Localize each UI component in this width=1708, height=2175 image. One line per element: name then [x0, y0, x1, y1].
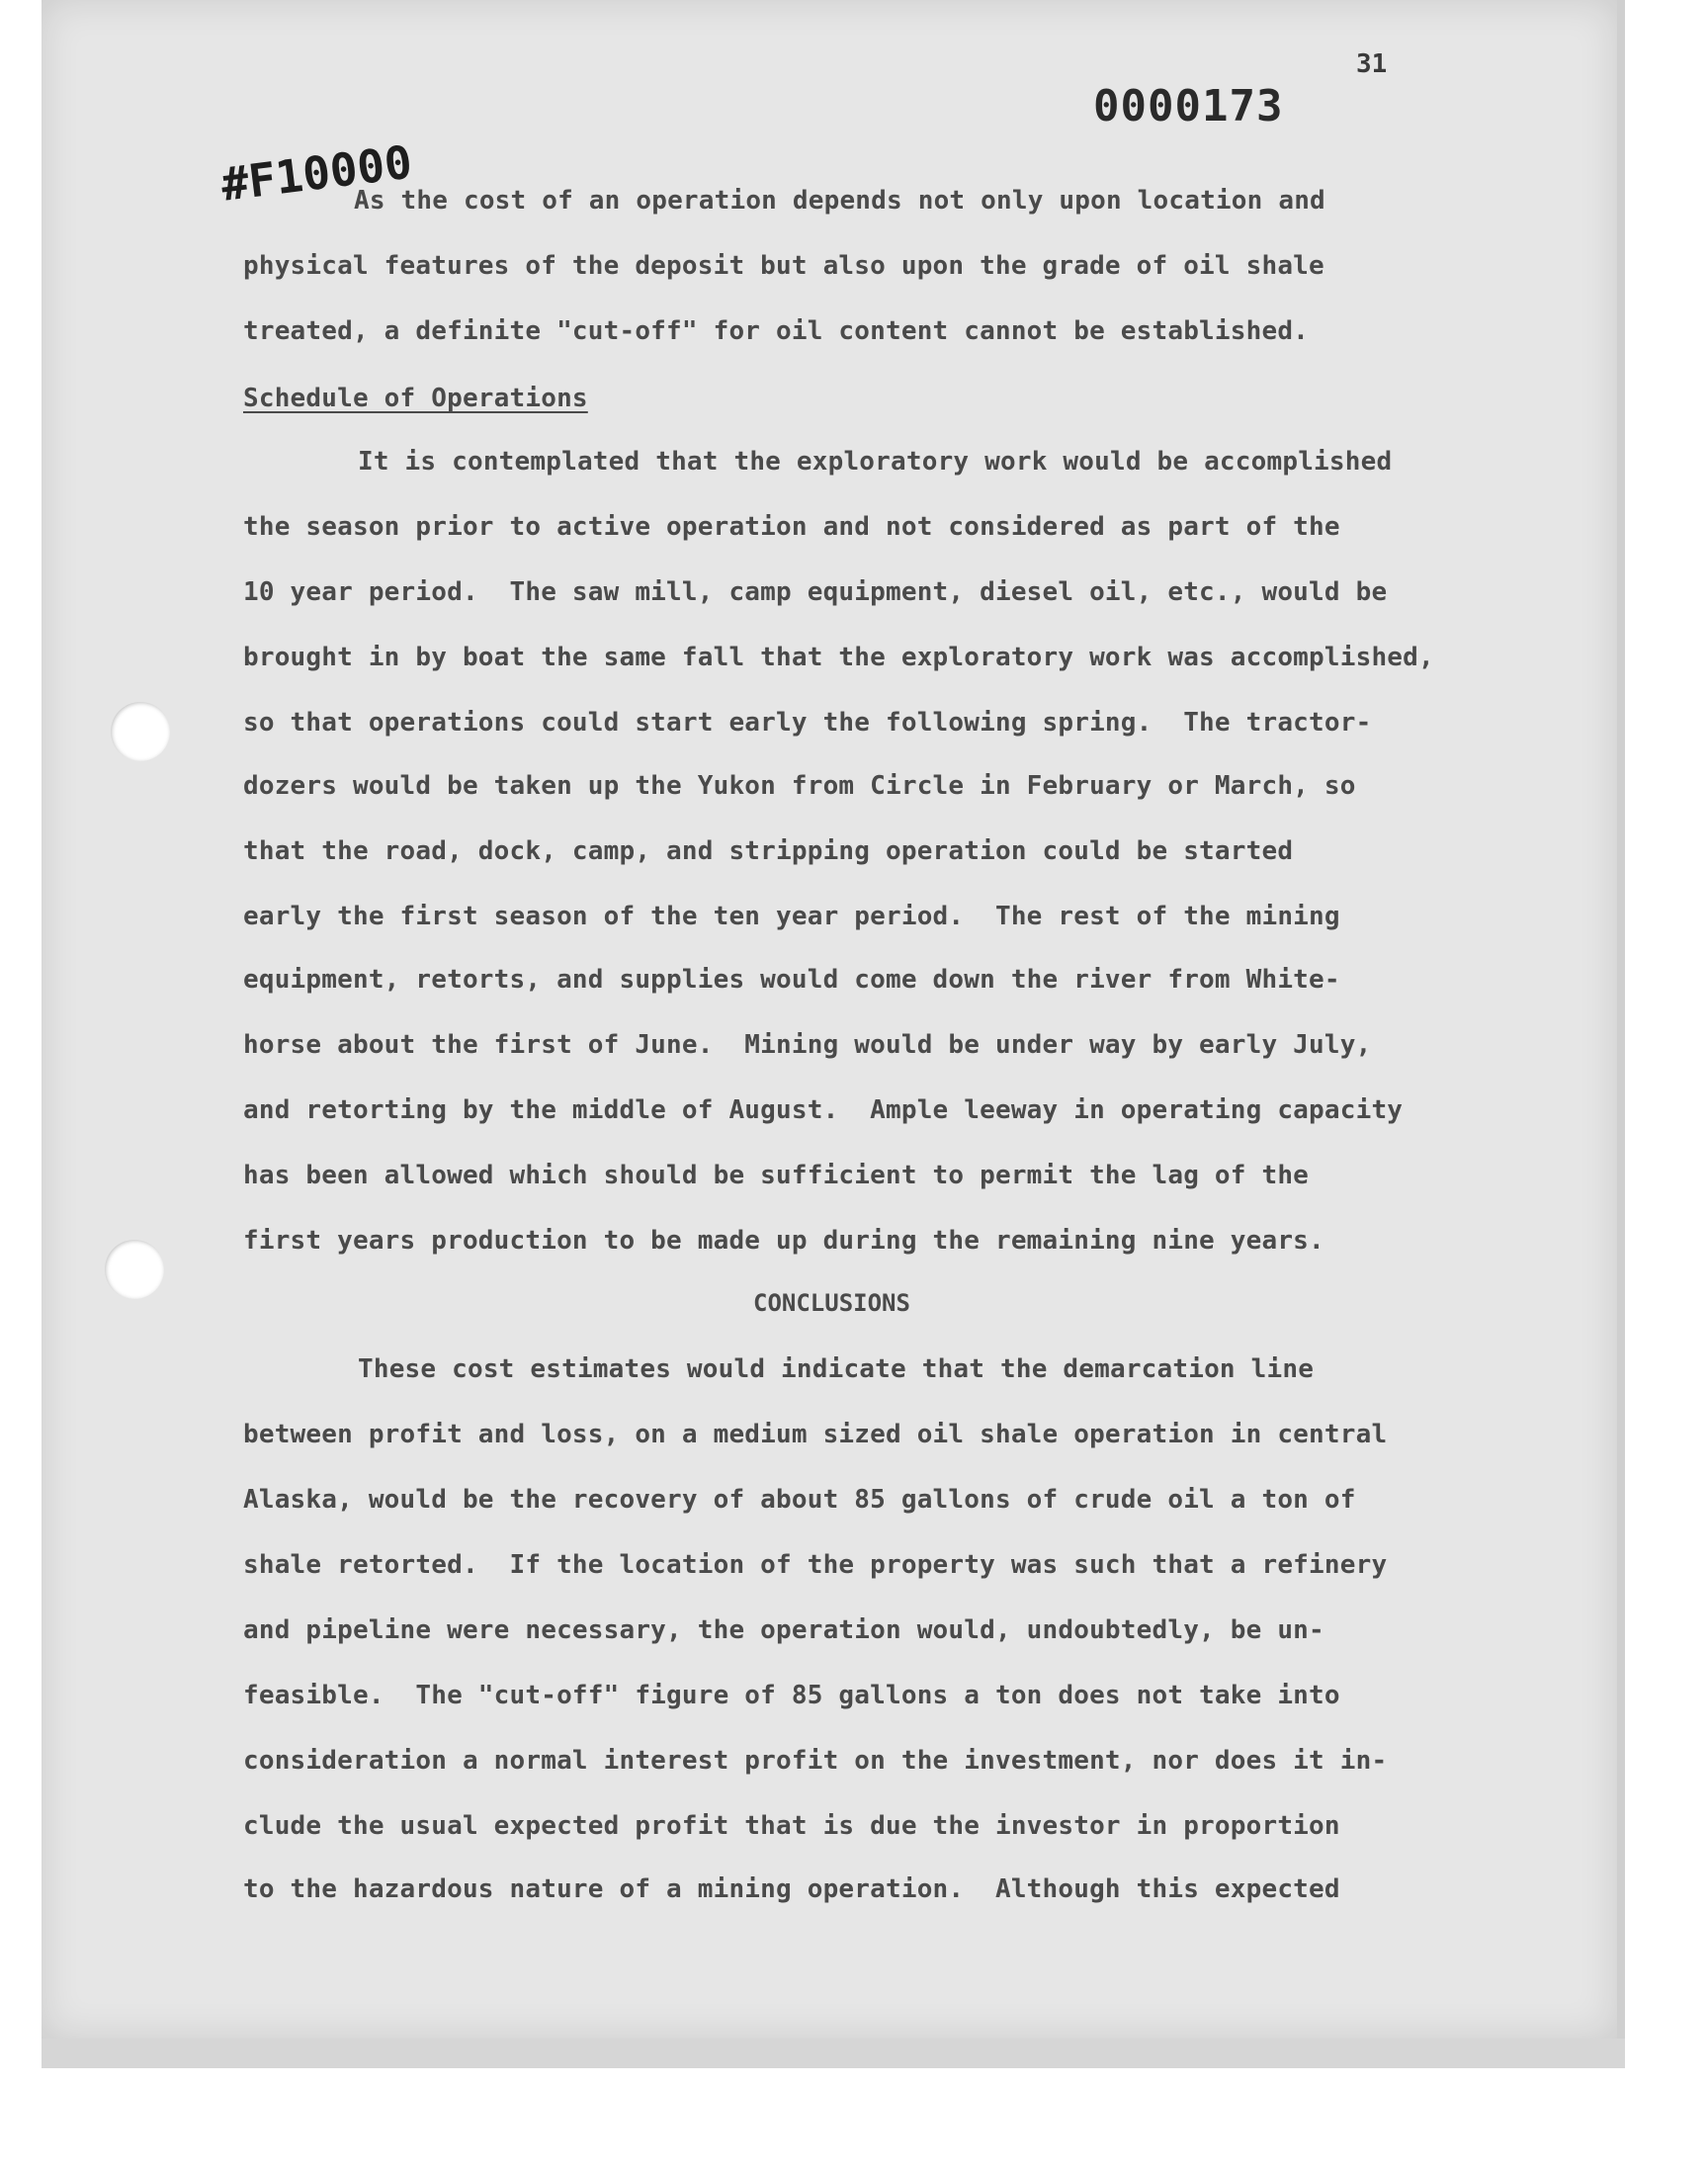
opening-line: physical features of the deposit but also upon the grade of oil shale: [243, 251, 1324, 281]
page-number: 31: [1356, 49, 1388, 79]
paragraph-line: dozers would be taken up the Yukon from Circle in February or March, so: [243, 771, 1356, 801]
paragraph-line: that the road, dock, camp, and stripping operation could be started: [243, 836, 1294, 866]
paragraph-line: brought in by boat the same fall that the exploratory work was accomplished,: [243, 643, 1434, 672]
paragraph-line: shale retorted. If the location of the property was such that a refinery: [243, 1550, 1388, 1580]
paragraph-line: the season prior to active operation and not considered as part of the: [243, 512, 1340, 542]
paragraph-line: between profit and loss, on a medium sized oil shale operation in central: [243, 1420, 1388, 1449]
paragraph-line: and retorting by the middle of August. Ample leeway in operating capacity: [243, 1095, 1404, 1125]
opening-line: As the cost of an operation depends not only upon location and: [354, 186, 1325, 216]
punch-hole-upper: [111, 702, 170, 761]
paragraph-line: consideration a normal interest profit on the investment, nor does it in-: [243, 1746, 1388, 1776]
paragraph-line: It is contemplated that the exploratory work would be accomplished: [358, 447, 1393, 477]
punch-hole-lower: [105, 1240, 164, 1299]
paragraph-line: so that operations could start early the following spring. The tractor-: [243, 708, 1372, 738]
document-stamp: #F10000: [217, 134, 415, 212]
paragraph-line: has been allowed which should be sufficient to permit the lag of the: [243, 1161, 1310, 1190]
paragraph-line: feasible. The "cut-off" figure of 85 gallons a ton does not take into: [243, 1681, 1340, 1710]
opening-line: treated, a definite "cut-off" for oil content cannot be established.: [243, 316, 1310, 346]
paragraph-line: first years production to be made up during the remaining nine years.: [243, 1226, 1324, 1256]
conclusions-heading: CONCLUSIONS: [753, 1289, 910, 1317]
paragraph-line: Alaska, would be the recovery of about 85 gallons of crude oil a ton of: [243, 1485, 1356, 1515]
section-heading: Schedule of Operations: [243, 384, 588, 413]
paragraph-line: horse about the first of June. Mining would be under way by early July,: [243, 1030, 1372, 1060]
paragraph-line: clude the usual expected profit that is due the investor in proportion: [243, 1811, 1340, 1841]
paragraph-line: These cost estimates would indicate that the demarcation line: [358, 1354, 1315, 1384]
bates-number: 0000173: [1093, 81, 1284, 131]
paragraph-line: to the hazardous nature of a mining operation. Although this expected: [243, 1874, 1340, 1904]
paragraph-line: equipment, retorts, and supplies would come down the river from White-: [243, 965, 1340, 995]
paragraph-line: 10 year period. The saw mill, camp equipment, diesel oil, etc., would be: [243, 577, 1388, 607]
paper-sheet: [42, 0, 1617, 2039]
paragraph-line: and pipeline were necessary, the operation would, undoubtedly, be un-: [243, 1615, 1324, 1645]
paper-edge: [1617, 0, 1625, 2039]
paragraph-line: early the first season of the ten year period. The rest of the mining: [243, 902, 1340, 931]
scan-bottom-strip: [42, 2039, 1625, 2068]
